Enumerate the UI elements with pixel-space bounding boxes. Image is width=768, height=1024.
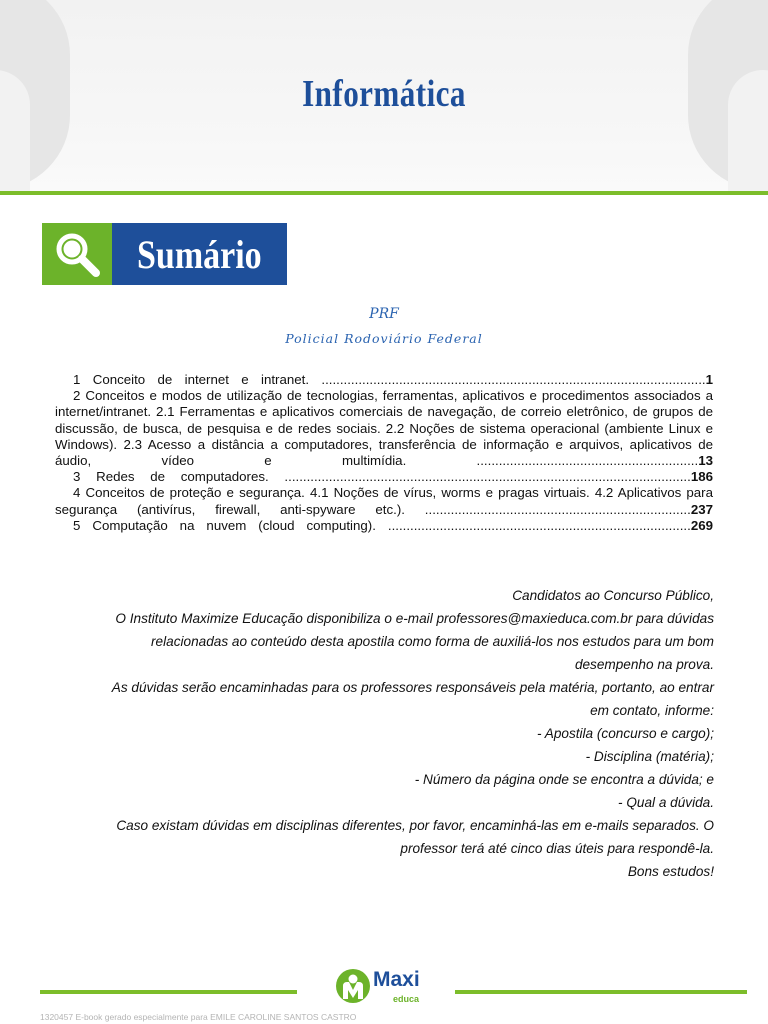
notice-line: - Número da página onde se encontra a dúvida; e: [414, 772, 714, 787]
header-decoration-right: [688, 0, 768, 190]
maxi-educa-logo: [335, 968, 435, 1008]
logo-subtitle: educa: [393, 994, 420, 1004]
notice-line: As dúvidas serão encaminhadas para os professores responsáveis pela matéria, portanto, ao entrar: [111, 680, 714, 695]
logo-mark-icon: [335, 968, 371, 1004]
table-of-contents: [55, 372, 713, 534]
ebook-watermark: 1320457 E-book gerado especialmente para EMILE CAROLINE SANTOS CASTRO: [40, 1012, 357, 1022]
sumario-banner: [42, 223, 287, 285]
toc-entry-2[interactable]: 2 Conceitos e modos de utilização de tecnologias, ferramentas, aplicativos e procedimentos associados a internet/intranet. 2.1 Ferramentas e aplicativos comerciais de navegação, de correio eletrônico, de grupos de discussão, de busca, de pesquisa e de redes sociais. 2.2 Noções de sistema operacional (ambiente Linux e Windows). 2.3 Acesso a distância a computadores, transferência de informação e arquivos, aplicativos de áudio, vídeo e multimídia. ............................................................13: [55, 388, 713, 469]
notice-line: relacionadas ao conteúdo desta apostila como forma de auxiliá-los nos estudos para um bom: [151, 634, 714, 649]
logo-wordmark: Maxi: [373, 968, 420, 991]
course-code: PRF: [369, 306, 399, 322]
footer-divider-right: [455, 990, 747, 994]
notice-line: - Disciplina (matéria);: [585, 749, 714, 764]
toc-entry-5[interactable]: 5 Computação na nuvem (cloud computing). ..................................................................................269: [73, 517, 713, 533]
toc-entry-3[interactable]: 3 Redes de computadores. ..............................................................................................................186: [73, 469, 713, 485]
page-title: Informática: [302, 73, 466, 115]
magnifier-icon: [42, 223, 112, 285]
header-divider: [0, 191, 768, 195]
notice-line: desempenho na prova.: [574, 657, 714, 672]
page-header: [0, 0, 768, 193]
notice-line: Caso existam dúvidas em disciplinas diferentes, por favor, encaminhá-las em e-mails separados. O: [116, 818, 714, 833]
toc-entry-1[interactable]: 1 Conceito de internet e intranet. ........................................................................................................1: [73, 372, 713, 387]
course-name: Policial Rodoviário Federal: [285, 331, 483, 346]
notice-line: - Apostila (concurso e cargo);: [536, 726, 714, 741]
notice-line: O Instituto Maximize Educação disponibiliza o e-mail professores@maxieduca.com.br para dúvidas: [115, 611, 714, 626]
candidate-notice: [74, 584, 714, 883]
header-decoration-left: [0, 0, 70, 190]
notice-line: Candidatos ao Concurso Público,: [512, 588, 714, 603]
notice-line: professor terá até cinco dias úteis para respondê-la.: [400, 841, 714, 856]
notice-line: Bons estudos!: [627, 864, 714, 879]
notice-line: - Qual a dúvida.: [618, 795, 714, 810]
sumario-label: Sumário: [112, 223, 287, 285]
notice-line: em contato, informe:: [590, 703, 714, 718]
toc-entry-4[interactable]: 4 Conceitos de proteção e segurança. 4.1 Noções de vírus, worms e pragas virtuais. 4.2 Aplicativos para segurança (antivírus, firewall, anti-spyware etc.). ........................................................................237: [55, 485, 713, 517]
footer-divider-left: [40, 990, 297, 994]
